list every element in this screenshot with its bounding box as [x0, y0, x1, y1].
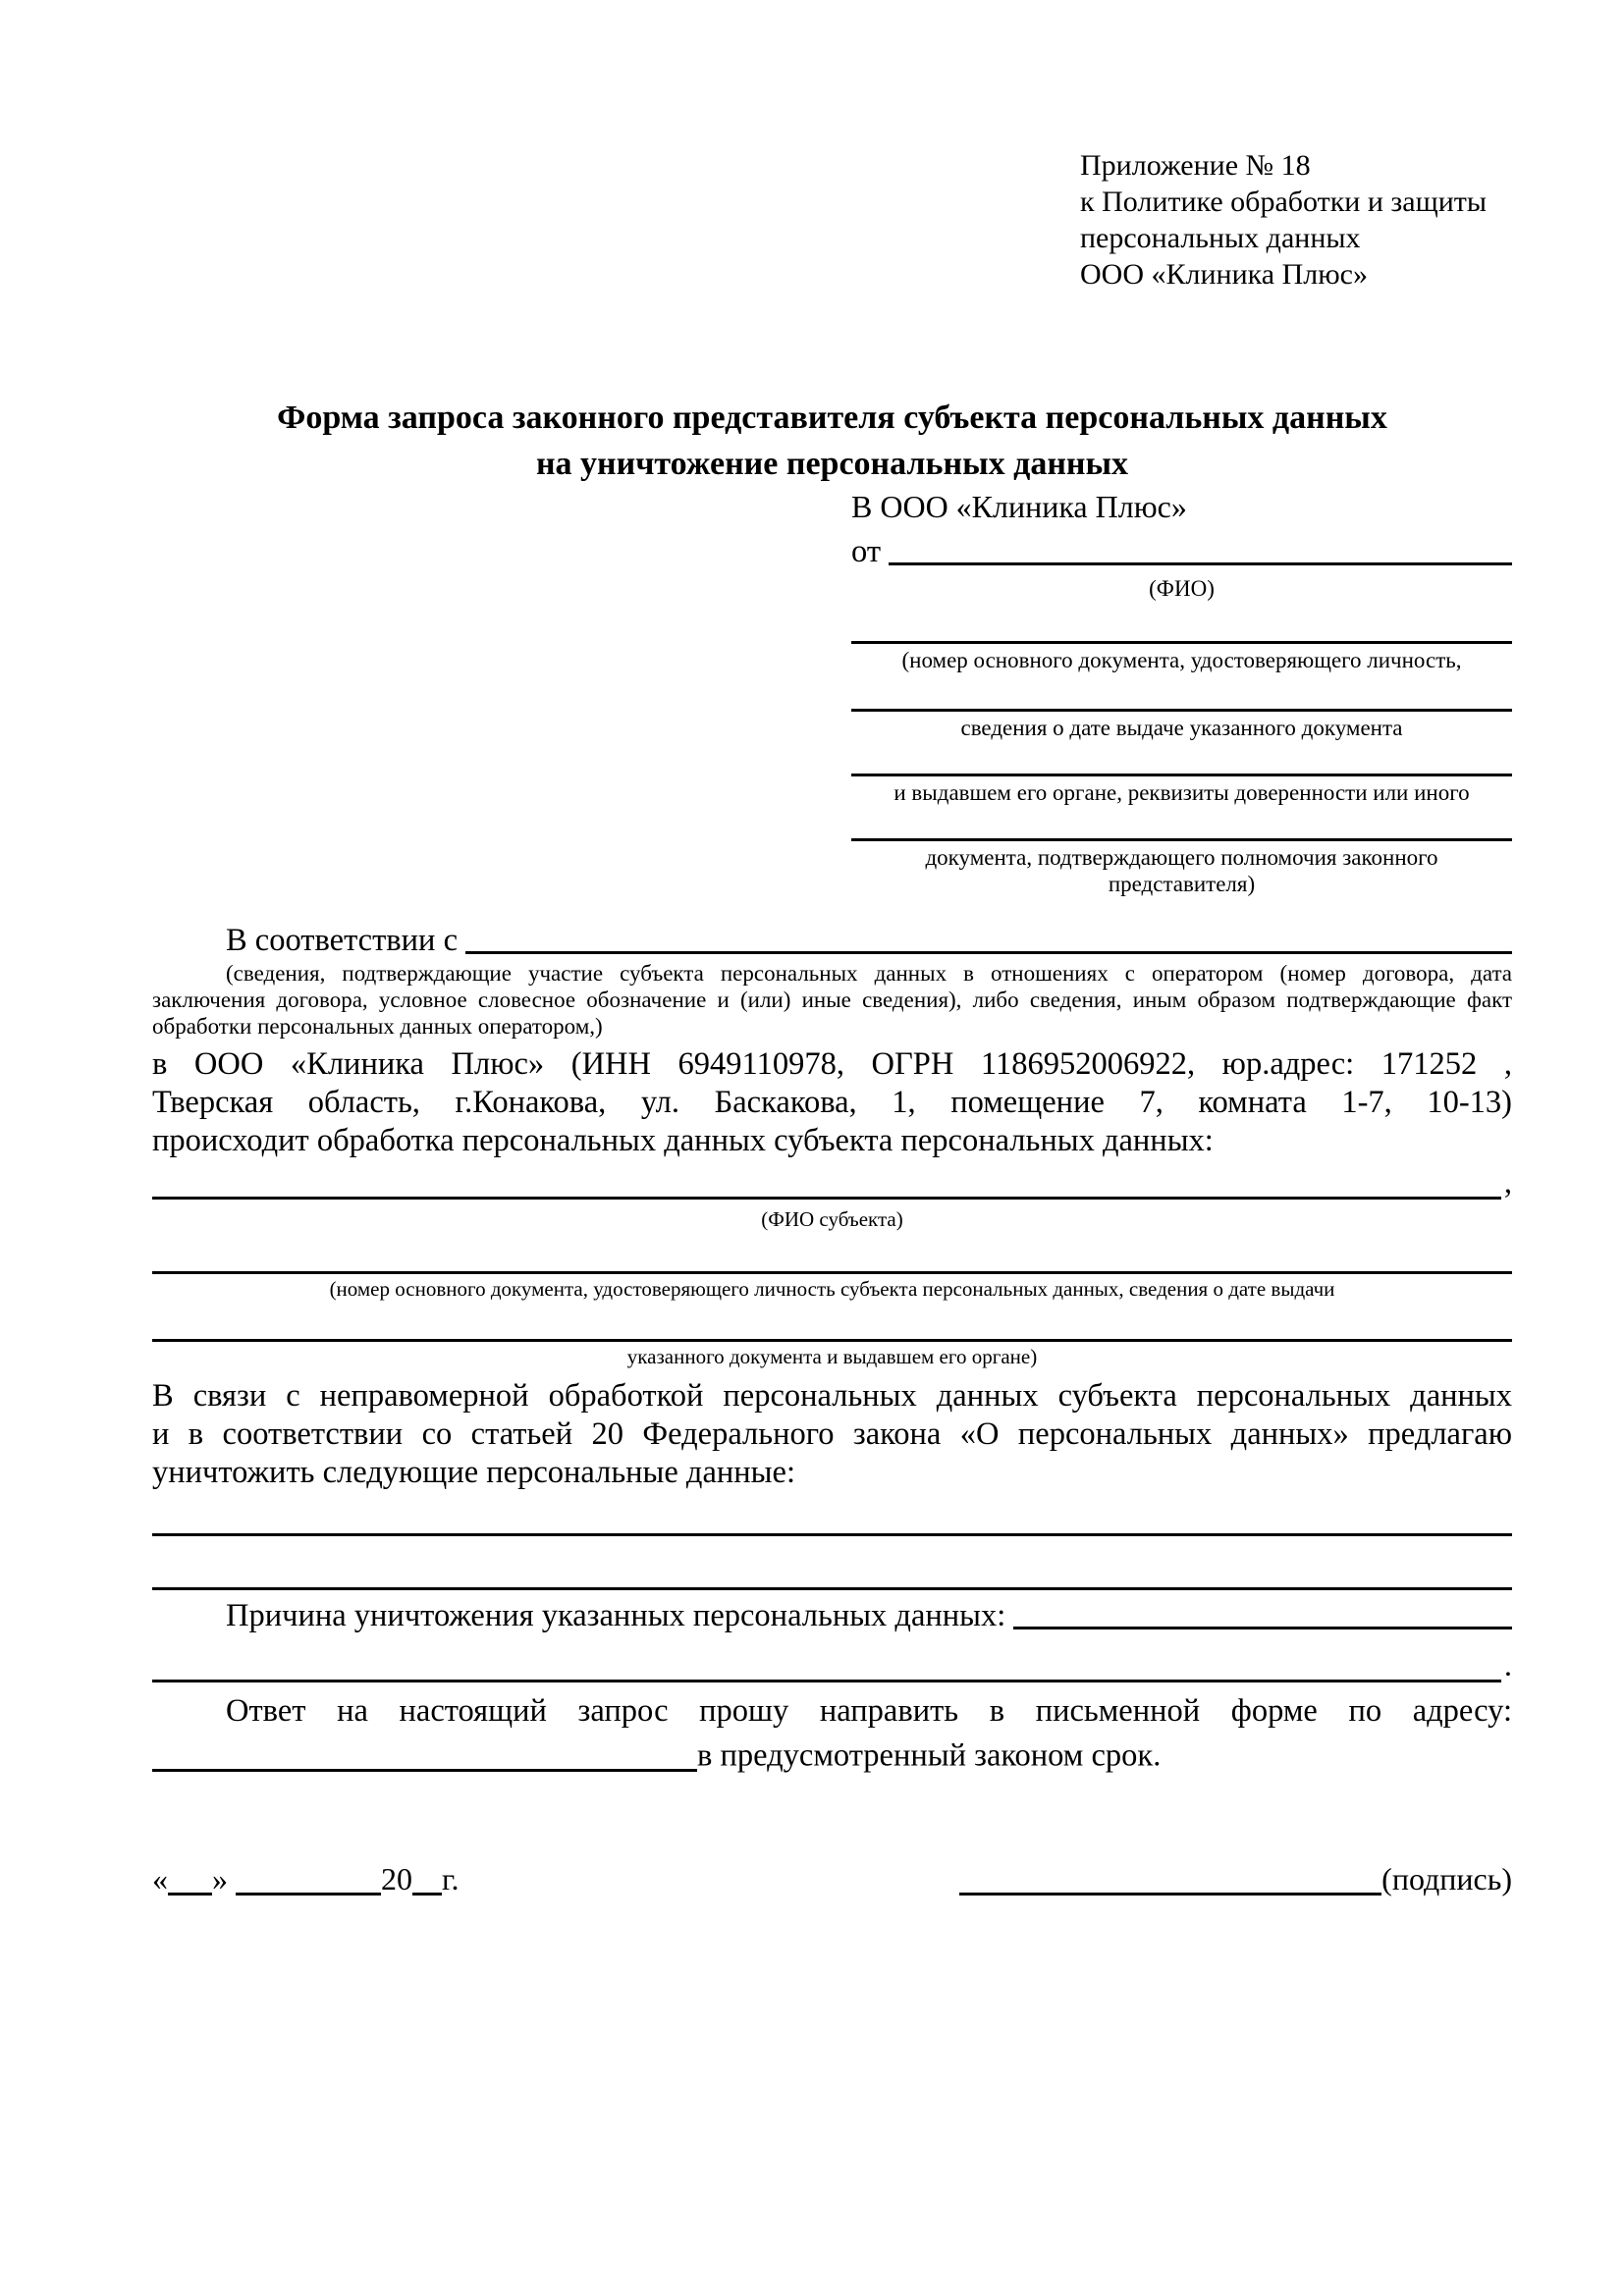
- according-note-line-1: (сведения, подтверждающие участие субъекта персональных данных в отношениях с оператором (номер договора, дата: [226, 961, 1512, 986]
- operator-paragraph-line-3: происходит обработка персональных данных субъекта персональных данных:: [152, 1123, 1214, 1158]
- appendix-header-line: к Политике обработки и защиты: [1080, 186, 1488, 218]
- destroy-paragraph: [152, 1377, 1512, 1492]
- subject-doc-blank-line-2: [152, 1339, 1512, 1342]
- document-content: [152, 0, 1512, 1898]
- destroy-paragraph-line-2: и в соответствии со статьей 20 Федерального закона «О персональных данных» предлагаю: [152, 1416, 1512, 1452]
- page-title: [152, 395, 1512, 487]
- according-note: [152, 960, 1512, 1040]
- reason-continuation-row: [152, 1643, 1512, 1688]
- date-year-blank: [412, 1861, 442, 1896]
- appendix-header-line: персональных данных: [1080, 222, 1361, 254]
- from-row: [851, 532, 1512, 571]
- trailing-period: .: [1503, 1648, 1512, 1683]
- subject-fio-row: [152, 1160, 1512, 1205]
- doc-caption-4: документа, подтверждающего полномочия законного представителя): [925, 845, 1438, 896]
- according-row: [152, 921, 1512, 960]
- reply-address-blank-line: [152, 1736, 697, 1772]
- signature-line: [959, 1859, 1512, 1898]
- destroy-paragraph-line-1: В связи с неправомерной обработкой персональных данных субъекта персональных данных: [152, 1378, 1512, 1414]
- doc-caption-2: сведения о дате выдаче указанного документа: [960, 716, 1403, 740]
- appendix-header: [152, 147, 1512, 293]
- addressee-block: [851, 487, 1512, 897]
- according-label: В соответствии с: [226, 923, 458, 958]
- operator-paragraph: [152, 1045, 1512, 1160]
- date-year-suffix: г.: [442, 1860, 460, 1896]
- page-title-line-2: на уничтожение персональных данных: [535, 446, 1129, 482]
- date-line: [152, 1859, 460, 1898]
- according-blank-line: [465, 921, 1512, 954]
- reason-blank-line: [1013, 1596, 1512, 1629]
- operator-paragraph-line-2: Тверская область, г.Конакова, ул. Баскакова, 1, помещение 7, комната 1-7, 10-13): [152, 1085, 1512, 1120]
- reason-row: [152, 1596, 1512, 1635]
- fio-caption: (ФИО): [1149, 576, 1215, 601]
- date-quote-open: «: [152, 1860, 168, 1896]
- date-quote-close: »: [212, 1860, 228, 1896]
- signature-blank: [959, 1861, 1381, 1896]
- appendix-header-line: ООО «Клиника Плюс»: [1080, 258, 1368, 291]
- subject-doc-blank-line-1: [152, 1271, 1512, 1274]
- subject-fio-caption: (ФИО субъекта): [761, 1207, 903, 1231]
- date-month-blank: [236, 1861, 381, 1896]
- page-title-line-1: Форма запроса законного представителя субъекта персональных данных: [277, 400, 1387, 436]
- doc-blank-line-2: [851, 709, 1512, 712]
- reason-continuation-blank-line: [152, 1643, 1501, 1682]
- subject-doc-caption-1: (номер основного документа, удостоверяющего личность субъекта персональных данных, сведения о дате выдачи: [329, 1277, 1335, 1301]
- destroy-paragraph-line-3: уничтожить следующие персональные данные:: [152, 1455, 795, 1490]
- date-day-blank: [168, 1861, 212, 1896]
- according-note-line-3: обработки персональных данных оператором,): [152, 1014, 603, 1039]
- from-fio-blank-line: [889, 532, 1512, 565]
- signature-caption: (подпись): [1381, 1860, 1512, 1896]
- footer: [152, 1859, 1512, 1898]
- doc-caption-3: и выдавшем его органе, реквизиты доверенности или иного: [893, 780, 1470, 805]
- subject-doc-caption-2: указанного документа и выдавшем его органе): [626, 1345, 1038, 1368]
- reply-line: Ответ на настоящий запрос прошу направить в письменной форме по адресу:: [226, 1693, 1512, 1729]
- doc-caption-1: (номер основного документа, удостоверяющего личность,: [901, 648, 1462, 672]
- doc-blank-line-4: [851, 838, 1512, 841]
- trailing-comma: ,: [1503, 1165, 1512, 1201]
- reply-tail-row: [152, 1736, 1512, 1776]
- operator-paragraph-line-1: в ООО «Клиника Плюс» (ИНН 6949110978, ОГРН 1186952006922, юр.адрес: 171252 ,: [152, 1046, 1512, 1082]
- data-blank-line-2: [152, 1587, 1512, 1590]
- according-note-line-2: заключения договора, условное словесное обозначение и (или) иные сведения), либо сведения, иным образом подтверждающие факт: [152, 988, 1512, 1012]
- data-blank-line-1: [152, 1533, 1512, 1536]
- date-year-prefix: 20: [381, 1860, 412, 1896]
- subject-fio-blank-line: [152, 1160, 1501, 1200]
- reason-label: Причина уничтожения указанных персональных данных:: [226, 1598, 1006, 1633]
- doc-blank-line-1: [851, 641, 1512, 644]
- from-label: от: [851, 534, 882, 569]
- appendix-header-line: Приложение № 18: [1080, 149, 1311, 182]
- doc-blank-line-3: [851, 774, 1512, 776]
- reply-tail-text: в предусмотренный законом срок.: [697, 1737, 1162, 1774]
- addressee-to-line: В ООО «Клиника Плюс»: [851, 489, 1187, 524]
